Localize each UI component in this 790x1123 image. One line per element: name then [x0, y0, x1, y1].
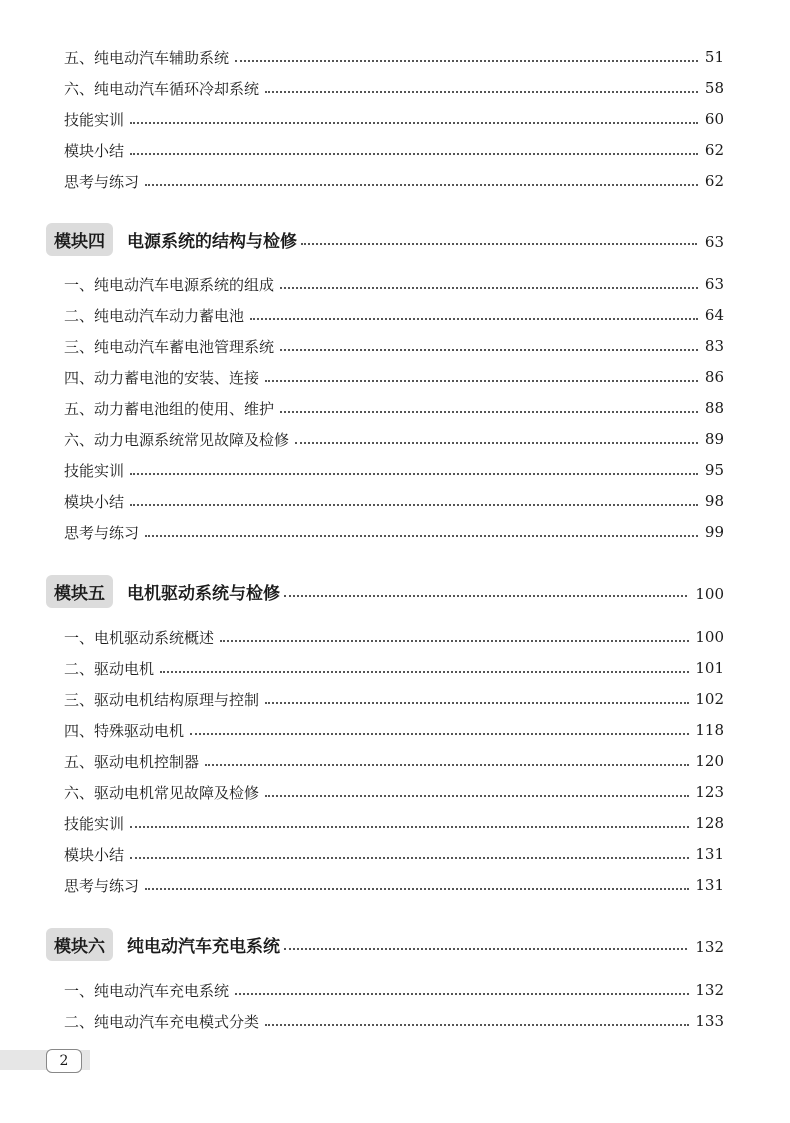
- toc-entry-page-number: 128: [695, 814, 724, 832]
- dot-leader: [295, 441, 698, 444]
- dot-leader: [284, 594, 687, 597]
- dot-leader: [145, 887, 689, 890]
- toc-entry-page-number: 63: [704, 275, 724, 293]
- toc-entry-label: 二、纯电动汽车动力蓄电池: [64, 306, 245, 325]
- toc-entry-page-number: 98: [704, 492, 724, 510]
- toc-entry[interactable]: [64, 395, 724, 421]
- toc-entry-label: 模块小结: [64, 845, 125, 864]
- toc-entry[interactable]: [64, 779, 724, 805]
- dot-leader: [130, 856, 689, 859]
- toc-entry[interactable]: [64, 364, 724, 390]
- dot-leader: [280, 410, 698, 413]
- dot-leader: [235, 59, 698, 62]
- toc-entry[interactable]: [64, 333, 724, 359]
- toc-entry-label: 六、纯电动汽车循环冷却系统: [64, 79, 260, 98]
- toc-entry[interactable]: [64, 302, 724, 328]
- page-number: 2: [46, 1049, 82, 1073]
- dot-leader: [284, 947, 687, 950]
- toc-entry[interactable]: [64, 717, 724, 743]
- dot-leader: [190, 732, 689, 735]
- toc-entry-page-number: 101: [695, 659, 724, 677]
- module-page-number: 63: [704, 233, 724, 251]
- toc-entry-label: 技能实训: [64, 814, 125, 833]
- toc-entry-label: 二、纯电动汽车充电模式分类: [64, 1012, 260, 1031]
- toc-entry-page-number: 83: [704, 337, 724, 355]
- toc-entry-page-number: 131: [695, 876, 724, 894]
- dot-leader: [280, 286, 698, 289]
- toc-entry-page-number: 60: [704, 110, 724, 128]
- toc-entry[interactable]: [64, 686, 724, 712]
- toc-entry-label: 四、动力蓄电池的安装、连接: [64, 368, 260, 387]
- toc-entry[interactable]: [64, 488, 724, 514]
- toc-entry-label: 技能实训: [64, 461, 125, 480]
- toc-entry-page-number: 132: [695, 981, 724, 999]
- module-page-number: 132: [695, 938, 724, 956]
- toc-entry-page-number: 118: [695, 721, 724, 739]
- toc-entry-page-number: 89: [704, 430, 724, 448]
- toc-entry-page-number: 133: [695, 1012, 724, 1030]
- toc-entry-page-number: 62: [704, 141, 724, 159]
- dot-leader: [130, 825, 689, 828]
- toc-entry-label: 模块小结: [64, 492, 125, 511]
- module-title: 电源系统的结构与检修: [127, 231, 297, 252]
- toc-entry[interactable]: [64, 426, 724, 452]
- toc-entry[interactable]: [64, 1008, 724, 1034]
- toc-entry[interactable]: [64, 457, 724, 483]
- dot-leader: [265, 794, 689, 797]
- toc-entry-page-number: 131: [695, 845, 724, 863]
- toc-entry-label: 六、驱动电机常见故障及检修: [64, 783, 260, 802]
- toc-entry-page-number: 64: [704, 306, 724, 324]
- toc-entry-page-number: 88: [704, 399, 724, 417]
- toc-entry[interactable]: [64, 271, 724, 297]
- toc-entry-label: 思考与练习: [64, 172, 140, 191]
- module-title: 纯电动汽车充电系统: [127, 936, 280, 957]
- dot-leader: [130, 472, 698, 475]
- toc-entry[interactable]: [64, 75, 724, 101]
- toc-entry-page-number: 99: [704, 523, 724, 541]
- toc-entry-page-number: 86: [704, 368, 724, 386]
- toc-entry-page-number: 51: [704, 48, 724, 66]
- module-badge: 模块六: [46, 928, 113, 961]
- toc-entry-label: 五、纯电动汽车辅助系统: [64, 48, 230, 67]
- module-badge: 模块五: [46, 575, 113, 608]
- dot-leader: [235, 992, 689, 995]
- dot-leader: [220, 639, 689, 642]
- dot-leader: [130, 152, 698, 155]
- toc-entry[interactable]: [64, 872, 724, 898]
- toc-entry-label: 技能实训: [64, 110, 125, 129]
- toc-entry-page-number: 95: [704, 461, 724, 479]
- dot-leader: [205, 763, 689, 766]
- dot-leader: [130, 503, 698, 506]
- module-heading[interactable]: [46, 574, 724, 608]
- toc-entry[interactable]: [64, 655, 724, 681]
- toc-entry-page-number: 120: [695, 752, 724, 770]
- module-badge: 模块四: [46, 223, 113, 256]
- dot-leader: [301, 242, 697, 245]
- module-page-number: 100: [695, 585, 724, 603]
- dot-leader: [265, 1023, 689, 1026]
- toc-entry-page-number: 100: [695, 628, 724, 646]
- toc-entry[interactable]: [64, 519, 724, 545]
- toc-entry[interactable]: [64, 624, 724, 650]
- toc-entry-label: 六、动力电源系统常见故障及检修: [64, 430, 290, 449]
- dot-leader: [280, 348, 698, 351]
- toc-entry[interactable]: [64, 841, 724, 867]
- toc-entry-page-number: 58: [704, 79, 724, 97]
- dot-leader: [160, 670, 689, 673]
- dot-leader: [265, 379, 698, 382]
- module-heading[interactable]: [46, 222, 724, 256]
- toc-entry[interactable]: [64, 44, 724, 70]
- toc-entry-label: 二、驱动电机: [64, 659, 155, 678]
- toc-entry-label: 思考与练习: [64, 523, 140, 542]
- toc-entry-label: 一、纯电动汽车充电系统: [64, 981, 230, 1000]
- toc-entry[interactable]: [64, 748, 724, 774]
- module-title: 电机驱动系统与检修: [127, 583, 280, 604]
- toc-entry-label: 三、驱动电机结构原理与控制: [64, 690, 260, 709]
- toc-entry-label: 一、电机驱动系统概述: [64, 628, 215, 647]
- toc-entry-page-number: 102: [695, 690, 724, 708]
- dot-leader: [265, 90, 698, 93]
- dot-leader: [265, 701, 689, 704]
- toc-entry-page-number: 123: [695, 783, 724, 801]
- toc-entry-page-number: 62: [704, 172, 724, 190]
- toc-entry[interactable]: [64, 977, 724, 1003]
- toc-entry-label: 一、纯电动汽车电源系统的组成: [64, 275, 275, 294]
- toc-entry-label: 五、驱动电机控制器: [64, 752, 200, 771]
- dot-leader: [145, 183, 698, 186]
- toc-entry-label: 五、动力蓄电池组的使用、维护: [64, 399, 275, 418]
- toc-entry-label: 思考与练习: [64, 876, 140, 895]
- toc-entry-label: 模块小结: [64, 141, 125, 160]
- module-heading[interactable]: [46, 927, 724, 961]
- toc-entry[interactable]: [64, 168, 724, 194]
- dot-leader: [130, 121, 698, 124]
- dot-leader: [145, 534, 698, 537]
- toc-entry-label: 三、纯电动汽车蓄电池管理系统: [64, 337, 275, 356]
- toc-entry[interactable]: [64, 106, 724, 132]
- dot-leader: [250, 317, 698, 320]
- toc-entry-label: 四、特殊驱动电机: [64, 721, 185, 740]
- toc-entry[interactable]: [64, 810, 724, 836]
- toc-entry[interactable]: [64, 137, 724, 163]
